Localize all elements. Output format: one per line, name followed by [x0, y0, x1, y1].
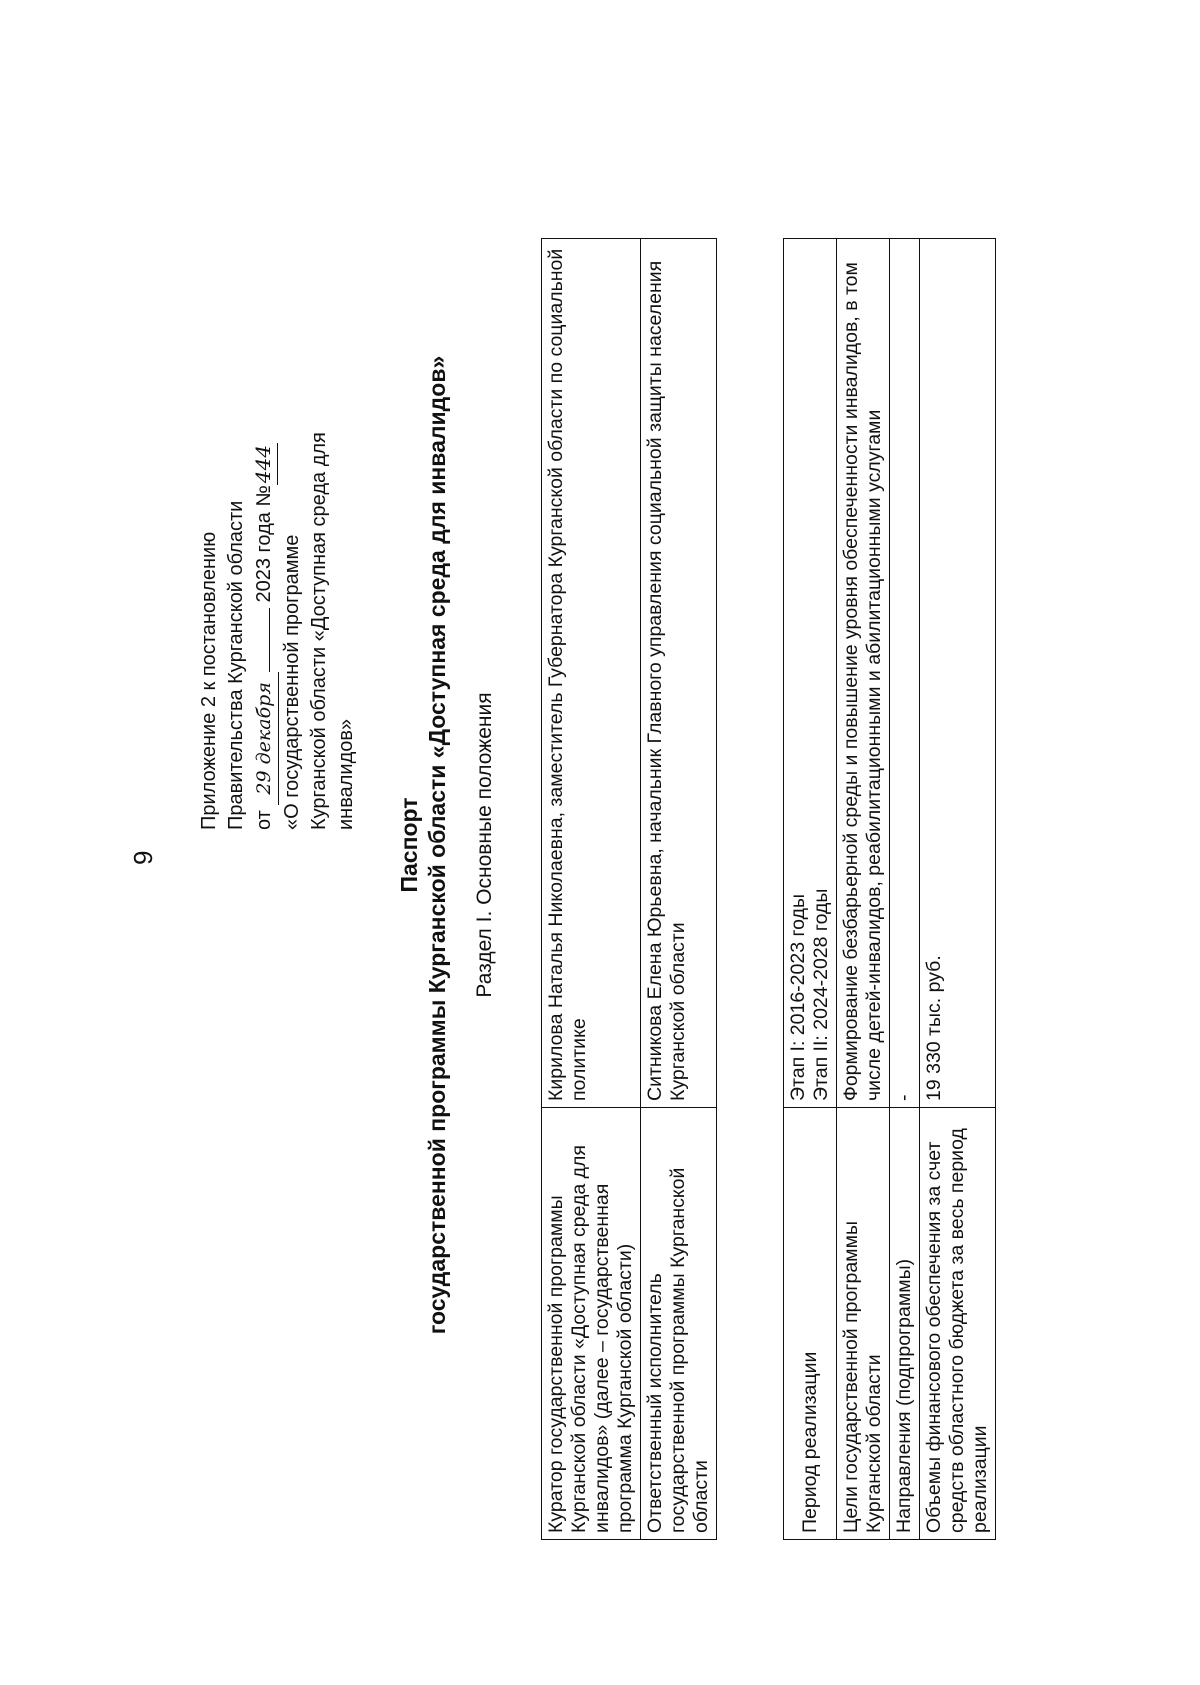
table-row [542, 239, 641, 1540]
row-value: 19 330 тыс. руб. [920, 239, 996, 1108]
section-title: Раздел I. Основные положения [473, 692, 496, 998]
date-blank-line [269, 608, 270, 672]
row-value [784, 239, 837, 1108]
appendix-line: Приложение 2 к постановлению [198, 531, 220, 830]
row-label: Цели государственной программы Курганской области [837, 1108, 890, 1540]
table-row [784, 239, 837, 1540]
row-label: Объемы финансового обеспечения за счет средств областного бюджета за весь период реализации [920, 1108, 996, 1540]
handwritten-number: 444 [250, 443, 278, 485]
appendix-line: Курганской области «Доступная среда для [308, 432, 330, 830]
appendix-line: Правительства Курганской области [225, 500, 247, 830]
stage-line: Этап I: 2016-2023 годы [787, 894, 809, 1101]
stage-line: Этап II: 2024-2028 годы [810, 888, 832, 1101]
appendix-header [196, 190, 360, 830]
row-label: Период реализации [784, 1108, 837, 1540]
appendix-line: инвалидов» [335, 718, 357, 830]
row-value: Кирилова Наталья Николаевна, заместитель Губернатора Курганской области по социальной политике [542, 239, 641, 1108]
table-row [890, 239, 920, 1540]
document-title [395, 185, 451, 1505]
table-row [920, 239, 996, 1540]
page-number: 9 [128, 850, 158, 865]
title-line: государственной программы Курганской области «Доступная среда для инвалидов» [424, 355, 450, 1335]
appendix-date-prefix: от [253, 810, 275, 830]
appendix-date-middle: 2023 года № [253, 485, 275, 603]
row-label: Направления (подпрограммы) [890, 1108, 920, 1540]
passport-table-curators [541, 238, 717, 1540]
handwritten-date: 29 декабря [251, 672, 279, 805]
appendix-line: «О государственной программе [281, 534, 303, 830]
table-row [837, 239, 890, 1540]
table-row [641, 239, 717, 1540]
row-label: Ответственный исполнитель государственной программы Курганской области [641, 1108, 717, 1540]
row-value: - [890, 239, 920, 1108]
row-value: Формирование безбарьерной среды и повышение уровня обеспеченности инвалидов, в том числе детей-инвалидов, реабилитационными и абилитационными услугами [837, 239, 890, 1108]
row-label: Куратор государственной программы Курганской области «Доступная среда для инвалидов» (далее – государственная программа Курганской области) [542, 1108, 641, 1540]
appendix-date-line [250, 190, 279, 830]
row-value: Ситникова Елена Юрьевна, начальник Главного управления социальной защиты населения Курганской области [641, 239, 717, 1108]
passport-table-main [783, 238, 996, 1540]
title-line: Паспорт [396, 797, 422, 893]
